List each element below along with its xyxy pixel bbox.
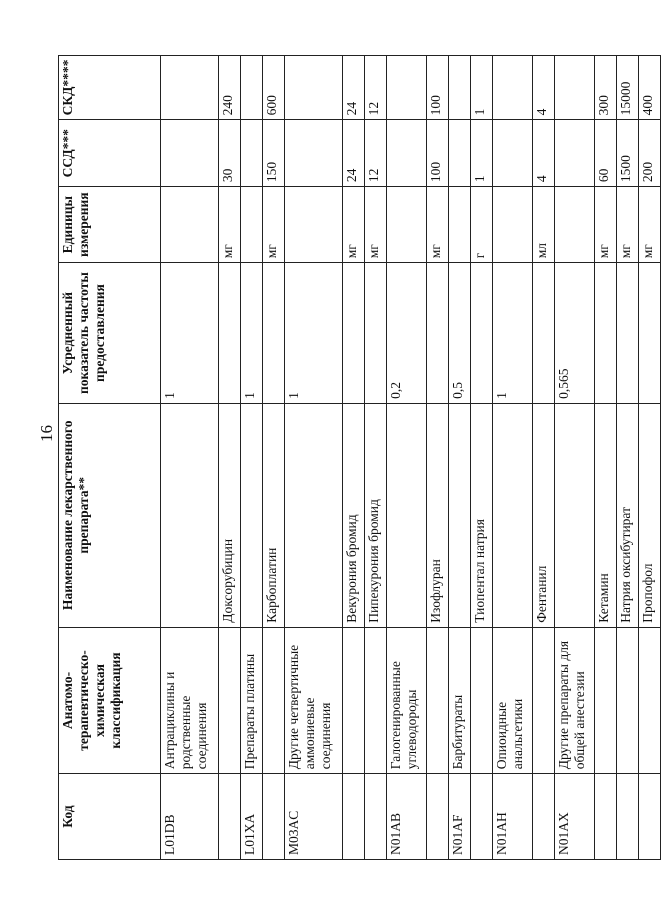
cell-unit: мл [533, 187, 555, 263]
table-row [533, 56, 555, 860]
cell-drug-name: Пипекурония бромид [365, 403, 387, 627]
cell-drug-name: Карбоплатин [263, 403, 285, 627]
cell-atc-classification [595, 627, 617, 774]
table-row [387, 56, 427, 860]
cell-drug-name [285, 403, 343, 627]
cell-atc-classification [219, 627, 241, 774]
cell-code [595, 774, 617, 860]
cell-frequency: 1 [493, 263, 533, 404]
cell-atc-classification [639, 627, 661, 774]
table-row [555, 56, 595, 860]
cell-drug-name: Векурония бромид [343, 403, 365, 627]
cell-atc-classification [471, 627, 493, 774]
cell-atc-classification [263, 627, 285, 774]
cell-skd: 12 [365, 56, 387, 120]
cell-ssd: 1 [471, 120, 493, 187]
cell-ssd [387, 120, 427, 187]
cell-unit [449, 187, 471, 263]
cell-drug-name [449, 403, 471, 627]
cell-code: N01AB [387, 774, 427, 860]
cell-atc-classification [365, 627, 387, 774]
cell-atc-classification: Антрациклины и родственные соединения [161, 627, 219, 774]
table-header-row [59, 56, 161, 860]
table-row [263, 56, 285, 860]
cell-frequency [427, 263, 449, 404]
table-row [365, 56, 387, 860]
table-row [161, 56, 219, 860]
cell-skd [449, 56, 471, 120]
cell-atc-classification: Галогенированные углеводороды [387, 627, 427, 774]
cell-skd [493, 56, 533, 120]
cell-unit: мг [595, 187, 617, 263]
cell-skd: 400 [639, 56, 661, 120]
cell-ssd: 24 [343, 120, 365, 187]
header-skd: СКД**** [59, 56, 161, 120]
cell-drug-name [555, 403, 595, 627]
cell-ssd: 150 [263, 120, 285, 187]
cell-code: L01XA [241, 774, 263, 860]
cell-ssd [555, 120, 595, 187]
cell-ssd: 100 [427, 120, 449, 187]
cell-ssd: 12 [365, 120, 387, 187]
cell-frequency: 1 [161, 263, 219, 404]
cell-code [639, 774, 661, 860]
cell-code [365, 774, 387, 860]
cell-atc-classification [343, 627, 365, 774]
cell-skd [241, 56, 263, 120]
cell-atc-classification: Опиоидные анальгетики [493, 627, 533, 774]
cell-unit [493, 187, 533, 263]
table-row [617, 56, 639, 860]
cell-atc-classification: Препараты платины [241, 627, 263, 774]
cell-code [427, 774, 449, 860]
drug-table [58, 55, 661, 860]
cell-code: M03AC [285, 774, 343, 860]
cell-drug-name [493, 403, 533, 627]
cell-drug-name [161, 403, 219, 627]
cell-code: L01DB [161, 774, 219, 860]
cell-unit [285, 187, 343, 263]
table-row [285, 56, 343, 860]
cell-frequency [263, 263, 285, 404]
cell-drug-name: Кетамин [595, 403, 617, 627]
cell-unit: мг [343, 187, 365, 263]
cell-ssd: 30 [219, 120, 241, 187]
cell-ssd: 1500 [617, 120, 639, 187]
cell-code [343, 774, 365, 860]
cell-ssd [493, 120, 533, 187]
cell-atc-classification [533, 627, 555, 774]
cell-code: N01AF [449, 774, 471, 860]
cell-unit [161, 187, 219, 263]
cell-atc-classification [617, 627, 639, 774]
cell-frequency: 1 [241, 263, 263, 404]
cell-unit: мг [617, 187, 639, 263]
cell-skd [387, 56, 427, 120]
cell-frequency: 0,565 [555, 263, 595, 404]
header-frequency: Усредненный показатель частоты предоставления [59, 263, 161, 404]
cell-frequency [471, 263, 493, 404]
header-unit: Единицы измерения [59, 187, 161, 263]
cell-atc-classification: Барбитураты [449, 627, 471, 774]
cell-frequency: 0,2 [387, 263, 427, 404]
cell-code [263, 774, 285, 860]
cell-drug-name: Доксорубицин [219, 403, 241, 627]
cell-unit [555, 187, 595, 263]
cell-atc-classification: Другие препараты для общей анестезии [555, 627, 595, 774]
cell-ssd: 60 [595, 120, 617, 187]
header-atc-classification: Анатомо-терапевтическо-химическая классификация [59, 627, 161, 774]
cell-unit: мг [365, 187, 387, 263]
cell-frequency [639, 263, 661, 404]
table-row [427, 56, 449, 860]
table-row [241, 56, 263, 860]
cell-ssd: 200 [639, 120, 661, 187]
cell-drug-name: Фентанил [533, 403, 555, 627]
cell-skd: 4 [533, 56, 555, 120]
table-row [595, 56, 617, 860]
cell-drug-name [241, 403, 263, 627]
cell-skd: 100 [427, 56, 449, 120]
cell-code [471, 774, 493, 860]
page-number: 16 [37, 425, 56, 442]
cell-frequency: 0,5 [449, 263, 471, 404]
table-row [493, 56, 533, 860]
table-row [449, 56, 471, 860]
cell-skd [555, 56, 595, 120]
cell-frequency [365, 263, 387, 404]
cell-unit: мг [219, 187, 241, 263]
cell-frequency [343, 263, 365, 404]
cell-code [617, 774, 639, 860]
cell-skd [285, 56, 343, 120]
header-code: Код [59, 774, 161, 860]
cell-ssd [241, 120, 263, 187]
cell-frequency [595, 263, 617, 404]
cell-unit [241, 187, 263, 263]
cell-drug-name: Пропофол [639, 403, 661, 627]
cell-skd: 240 [219, 56, 241, 120]
cell-drug-name: Натрия оксибутират [617, 403, 639, 627]
cell-unit: мг [427, 187, 449, 263]
cell-drug-name: Тиопентал натрия [471, 403, 493, 627]
cell-skd: 1 [471, 56, 493, 120]
header-ssd: ССД*** [59, 120, 161, 187]
cell-frequency [533, 263, 555, 404]
cell-code [533, 774, 555, 860]
cell-drug-name [387, 403, 427, 627]
table-row [471, 56, 493, 860]
cell-unit: мг [639, 187, 661, 263]
cell-frequency: 1 [285, 263, 343, 404]
cell-ssd [285, 120, 343, 187]
cell-code [219, 774, 241, 860]
cell-unit: г [471, 187, 493, 263]
cell-skd: 15000 [617, 56, 639, 120]
cell-code: N01AX [555, 774, 595, 860]
cell-ssd [161, 120, 219, 187]
cell-ssd: 4 [533, 120, 555, 187]
cell-skd: 24 [343, 56, 365, 120]
cell-frequency [617, 263, 639, 404]
table-row [639, 56, 661, 860]
cell-unit [387, 187, 427, 263]
table-row [219, 56, 241, 860]
cell-drug-name: Изофлуран [427, 403, 449, 627]
cell-code: N01AH [493, 774, 533, 860]
header-drug-name: Наименование лекарственного препарата** [59, 403, 161, 627]
cell-atc-classification [427, 627, 449, 774]
cell-skd: 600 [263, 56, 285, 120]
cell-ssd [449, 120, 471, 187]
cell-unit: мг [263, 187, 285, 263]
cell-atc-classification: Другие четвертичные аммониевые соединения [285, 627, 343, 774]
cell-frequency [219, 263, 241, 404]
cell-skd: 300 [595, 56, 617, 120]
table-row [343, 56, 365, 860]
cell-skd [161, 56, 219, 120]
table-body [161, 56, 661, 860]
